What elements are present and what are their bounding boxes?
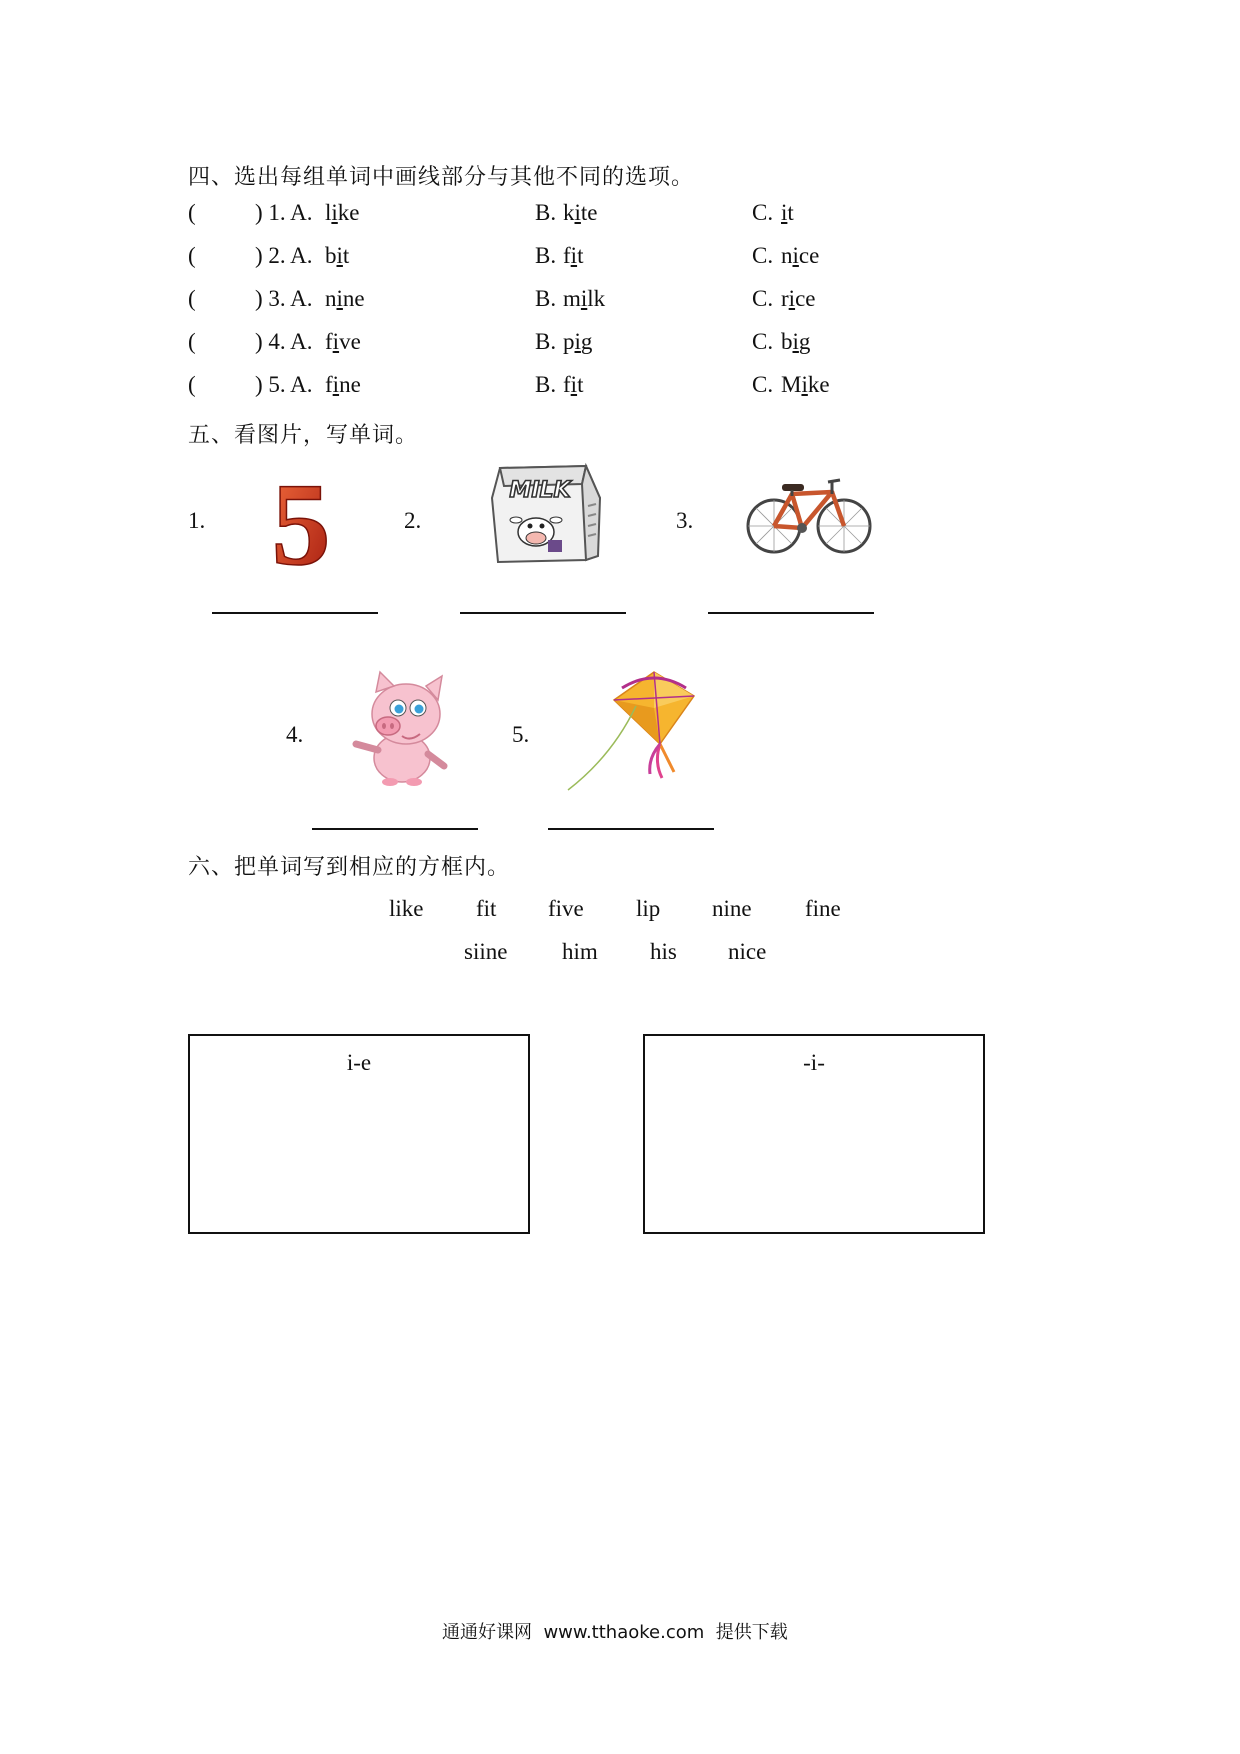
- option-c-label: C.: [752, 372, 774, 397]
- letter-segment: i: [570, 243, 578, 268]
- option-a: [325, 200, 360, 226]
- letter-segment: i: [574, 200, 581, 225]
- milk-label: MILK: [509, 478, 571, 503]
- question-number: ) 4. A.: [255, 329, 313, 354]
- letter-segment: ne: [339, 372, 361, 397]
- answer-box-i[interactable]: [643, 1034, 985, 1234]
- letter-segment: t: [577, 372, 584, 397]
- option-c-label: C.: [752, 286, 774, 311]
- picture-item-3-number: 3.: [676, 508, 694, 533]
- option-c-label: C.: [752, 243, 774, 268]
- letter-segment: l: [325, 200, 332, 225]
- letter-segment: i: [574, 329, 581, 354]
- section4-title: 四、选出每组单词中画线部分与其他不同的选项。: [188, 165, 695, 190]
- letter-segment: n: [325, 286, 337, 311]
- letter-segment: n: [781, 243, 793, 268]
- option-b: [563, 286, 605, 312]
- option-a: [325, 372, 361, 398]
- letter-segment: ke: [807, 372, 830, 397]
- picture-item-2-number: 2.: [404, 508, 422, 533]
- picture-item-4-number: 4.: [286, 722, 304, 747]
- option-c-label: C.: [752, 329, 774, 354]
- letter-segment: r: [781, 286, 789, 311]
- letter-segment: i: [792, 243, 799, 268]
- number-five-image: [258, 470, 344, 570]
- footer-text: 通通好课网 www.tthaoke.com 提供下载: [442, 1622, 788, 1643]
- section5-title: 五、看图片，写单词。: [188, 423, 419, 448]
- answer-blank-3[interactable]: [708, 612, 874, 614]
- word-lip: lip: [636, 896, 661, 921]
- box-label-i: -i-: [803, 1050, 825, 1075]
- letter-segment: p: [563, 329, 575, 354]
- answer-paren[interactable]: (: [188, 329, 196, 354]
- word-fine: fine: [805, 896, 841, 921]
- option-a: [325, 329, 361, 355]
- letter-segment: t: [342, 243, 350, 268]
- answer-box-i-e[interactable]: [188, 1034, 530, 1234]
- word-siine: siine: [464, 939, 508, 964]
- letter-segment: b: [325, 243, 337, 268]
- word-his: his: [650, 939, 677, 964]
- question-number: ) 3. A.: [255, 286, 313, 311]
- option-c: [781, 372, 830, 398]
- answer-blank-1[interactable]: [212, 612, 378, 614]
- letter-segment: i: [801, 372, 808, 397]
- word-nine: nine: [712, 896, 752, 921]
- option-c: [781, 329, 810, 355]
- answer-paren[interactable]: (: [188, 243, 196, 268]
- section6-title: 六、把单词写到相应的方框内。: [188, 855, 511, 880]
- letter-segment: ce: [798, 243, 820, 268]
- five-glyph: 5: [271, 470, 331, 570]
- letter-segment: g: [798, 329, 811, 354]
- letter-segment: ce: [795, 286, 816, 311]
- pig-image: [350, 670, 460, 788]
- letter-segment: f: [325, 329, 333, 354]
- option-b-label: B.: [535, 286, 557, 311]
- picture-item-5-number: 5.: [512, 722, 530, 747]
- letter-segment: i: [788, 286, 796, 311]
- answer-paren[interactable]: (: [188, 286, 196, 311]
- letter-segment: k: [563, 200, 575, 225]
- letter-segment: f: [563, 372, 571, 397]
- letter-segment: i: [332, 372, 340, 397]
- option-c-label: C.: [752, 200, 774, 225]
- answer-paren[interactable]: (: [188, 372, 196, 397]
- option-b: [563, 372, 583, 398]
- option-c: [781, 200, 794, 226]
- letter-segment: te: [580, 200, 598, 225]
- letter-segment: lk: [587, 286, 606, 311]
- option-b: [563, 243, 583, 269]
- answer-blank-4[interactable]: [312, 828, 478, 830]
- option-b-label: B.: [535, 329, 557, 354]
- option-a: [325, 243, 349, 269]
- option-b: [563, 329, 592, 355]
- option-c: [781, 243, 819, 269]
- letter-segment: i: [331, 200, 338, 225]
- letter-segment: ne: [342, 286, 365, 311]
- letter-segment: g: [580, 329, 593, 354]
- option-a: [325, 286, 365, 312]
- question-number: ) 5. A.: [255, 372, 313, 397]
- option-c: [781, 286, 815, 312]
- letter-segment: i: [570, 372, 578, 397]
- question-number: ) 1. A.: [255, 200, 313, 225]
- word-nice: nice: [728, 939, 767, 964]
- word-fit: fit: [476, 896, 497, 921]
- letter-segment: i: [336, 243, 343, 268]
- letter-segment: i: [792, 329, 799, 354]
- letter-segment: f: [563, 243, 571, 268]
- option-b: [563, 200, 598, 226]
- letter-segment: i: [336, 286, 343, 311]
- question-number: ) 2. A.: [255, 243, 313, 268]
- letter-segment: b: [781, 329, 793, 354]
- letter-segment: M: [781, 372, 802, 397]
- letter-segment: f: [325, 372, 333, 397]
- milk-carton-image: [486, 458, 612, 568]
- letter-segment: ke: [337, 200, 360, 225]
- box-label-i-e: i-e: [346, 1050, 372, 1075]
- kite-image: [562, 666, 702, 796]
- answer-paren[interactable]: (: [188, 200, 196, 225]
- word-like: like: [389, 896, 424, 921]
- answer-blank-2[interactable]: [460, 612, 626, 614]
- picture-item-1-number: 1.: [188, 508, 206, 533]
- word-him: him: [562, 939, 598, 964]
- bicycle-image: [744, 470, 874, 556]
- option-b-label: B.: [535, 200, 557, 225]
- option-b-label: B.: [535, 372, 557, 397]
- letter-segment: ve: [339, 329, 361, 354]
- letter-segment: t: [577, 243, 584, 268]
- letter-segment: t: [787, 200, 794, 225]
- letter-segment: m: [563, 286, 581, 311]
- word-five: five: [548, 896, 584, 921]
- letter-segment: i: [781, 200, 788, 225]
- letter-segment: i: [580, 286, 588, 311]
- option-b-label: B.: [535, 243, 557, 268]
- letter-segment: i: [332, 329, 340, 354]
- answer-blank-5[interactable]: [548, 828, 714, 830]
